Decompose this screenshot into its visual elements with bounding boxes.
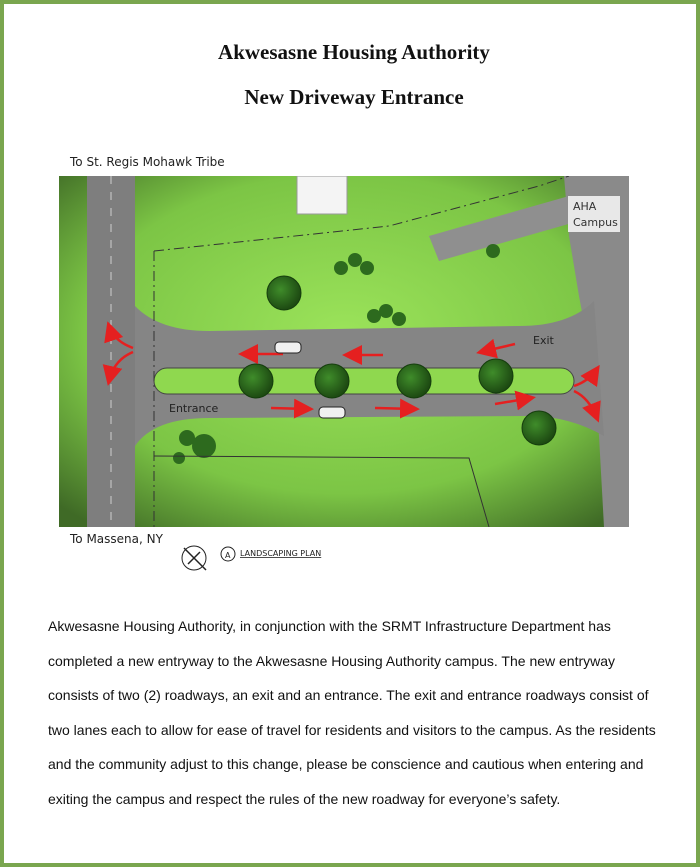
label-exit: Exit: [533, 334, 554, 347]
label-campus: Campus: [573, 216, 618, 229]
description-text: Akwesasne Housing Authority, in conjunction with the SRMT Infrastructure Department has completed a new entryway to the Akwesasne Housing Authority campus. The new entryway consists of two (2) roadways, an exit and an entrance. The exit and entrance roadways consist of two lanes each to allow for ease of travel for residents and visitors to the campus. As the residents and the community adjust to this change, please be conscience and cautious when entering and exiting the campus and respect the rules of the new roadway for everyone’s safety.: [48, 618, 656, 807]
label-to-massena: To Massena, NY: [70, 532, 163, 546]
caption-marker: A: [225, 551, 231, 560]
caption-text: LANDSCAPING PLAN: [240, 549, 322, 558]
page-subtitle: New Driveway Entrance: [244, 85, 464, 109]
label-entrance: Entrance: [169, 402, 219, 415]
landscaping-plan-caption: [180, 542, 350, 574]
page-title: Akwesasne Housing Authority: [218, 40, 490, 64]
label-to-st-regis: To St. Regis Mohawk Tribe: [70, 155, 225, 169]
label-aha: AHA: [573, 200, 597, 213]
site-plan-drawing: [59, 176, 629, 527]
description-paragraph: [48, 609, 668, 816]
building: [297, 176, 347, 214]
